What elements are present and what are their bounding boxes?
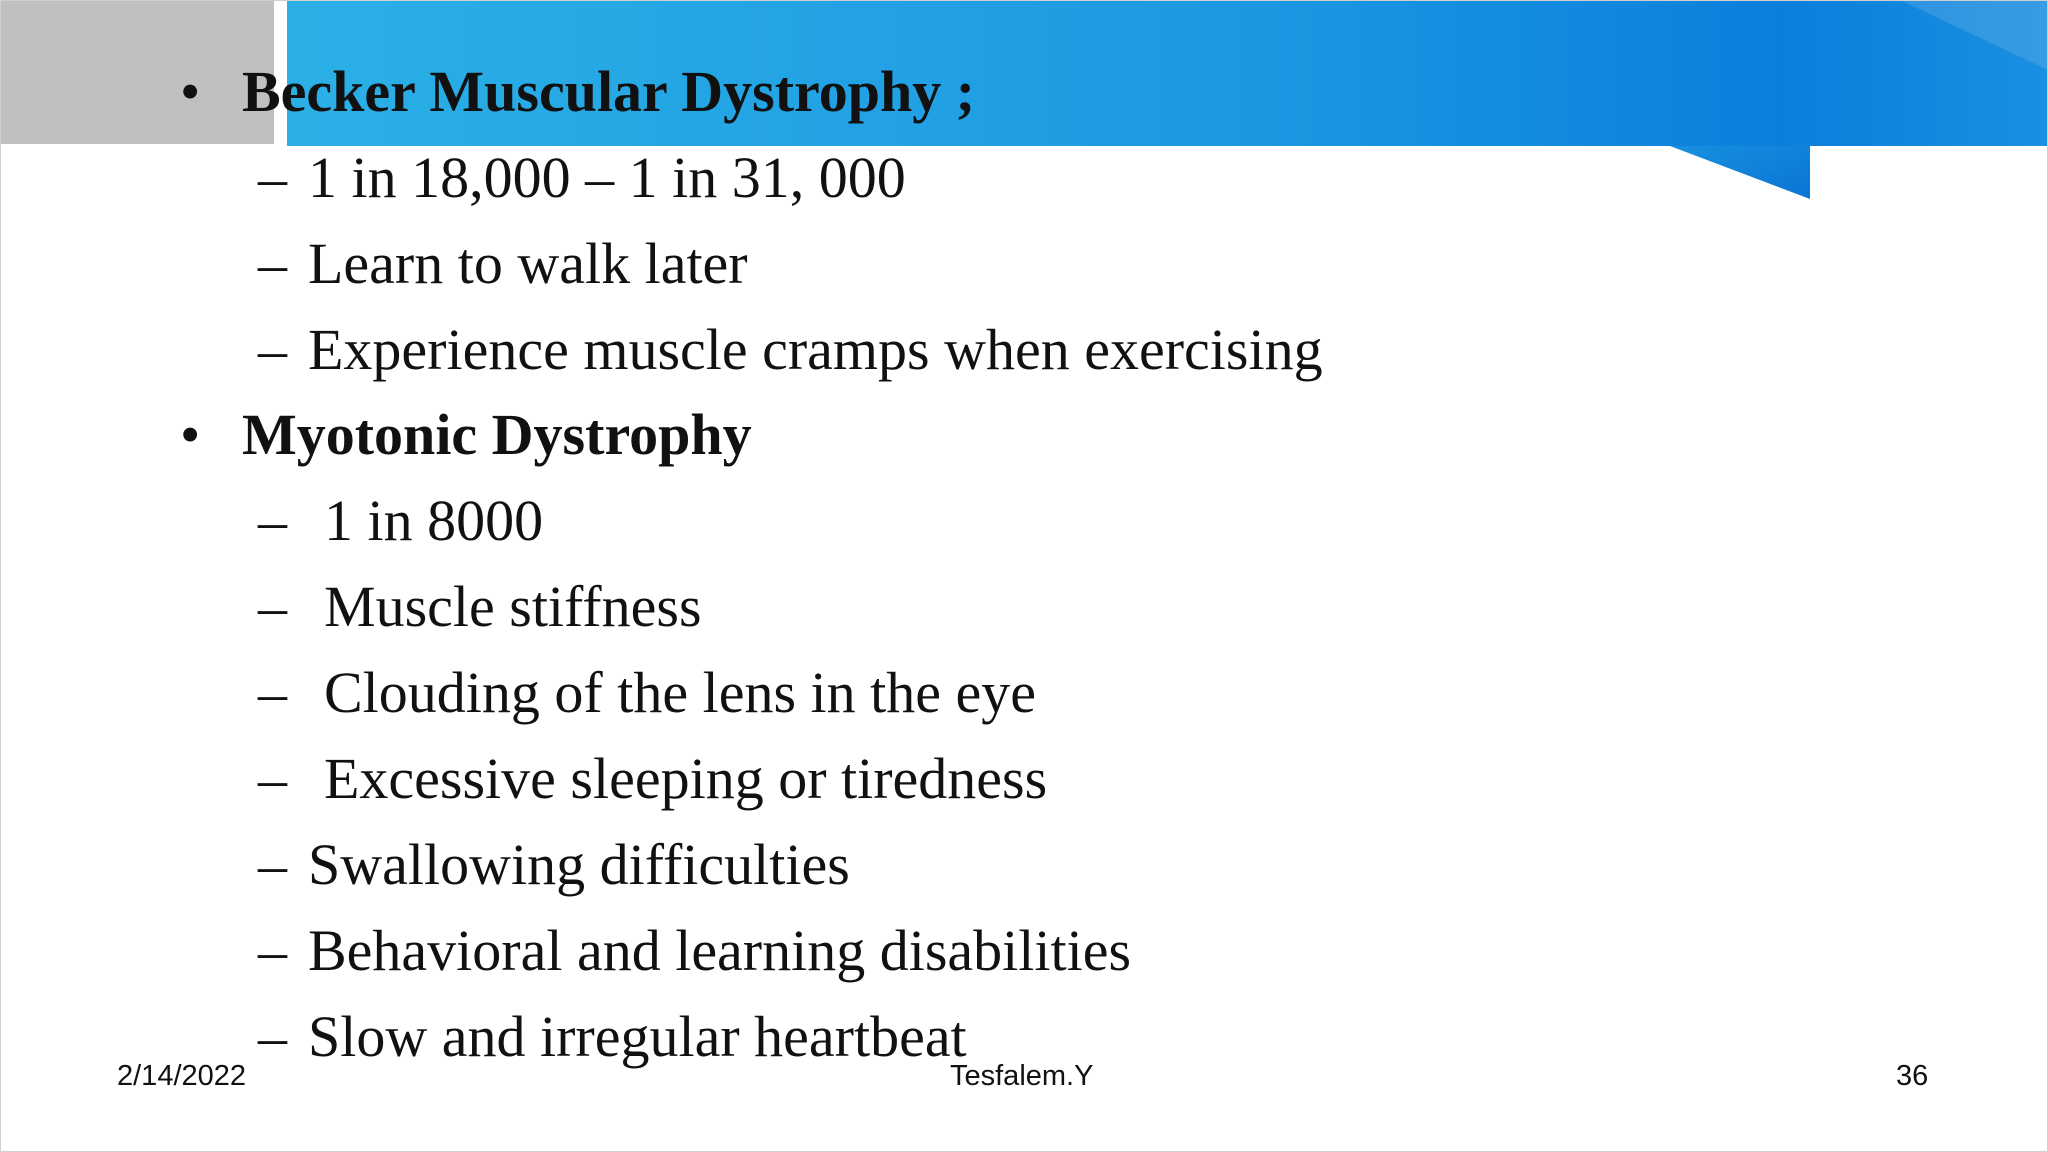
sub-item-text: Experience muscle cramps when exercising <box>308 317 1323 382</box>
sub-item-text: Slow and irregular heartbeat <box>308 1004 967 1069</box>
sub-item-text: 1 in 18,000 – 1 in 31, 000 <box>308 145 906 210</box>
bullet-heading-text: Myotonic Dystrophy <box>242 402 752 467</box>
bullet-marker: • <box>180 402 201 467</box>
sub-item-text: Muscle stiffness <box>324 574 702 639</box>
sub-item-marker: – <box>258 660 287 725</box>
sub-item-marker: – <box>258 231 287 296</box>
sub-item-marker: – <box>258 488 287 553</box>
sub-item-text: Clouding of the lens in the eye <box>324 660 1036 725</box>
bullet-marker: • <box>180 59 201 124</box>
sub-item-text: Learn to walk later <box>308 231 748 296</box>
sub-item-text: Swallowing difficulties <box>308 832 850 897</box>
footer-page-number: 36 <box>1896 1060 1929 1092</box>
sub-item-marker: – <box>258 145 287 210</box>
bullet-heading-text: Becker Muscular Dystrophy ; <box>242 59 976 124</box>
sub-item-text: Excessive sleeping or tiredness <box>324 746 1048 811</box>
sub-item-marker: – <box>258 574 287 639</box>
sub-item-marker: – <box>258 1004 287 1069</box>
sub-item-marker: – <box>258 317 287 382</box>
footer-date: 2/14/2022 <box>117 1060 247 1092</box>
sub-item-marker: – <box>258 918 287 983</box>
sub-item-marker: – <box>258 832 287 897</box>
sub-item-text: 1 in 8000 <box>324 488 544 553</box>
footer-author: Tesfalem.Y <box>950 1060 1094 1092</box>
sub-item-text: Behavioral and learning disabilities <box>308 918 1132 983</box>
sub-item-marker: – <box>258 746 287 811</box>
